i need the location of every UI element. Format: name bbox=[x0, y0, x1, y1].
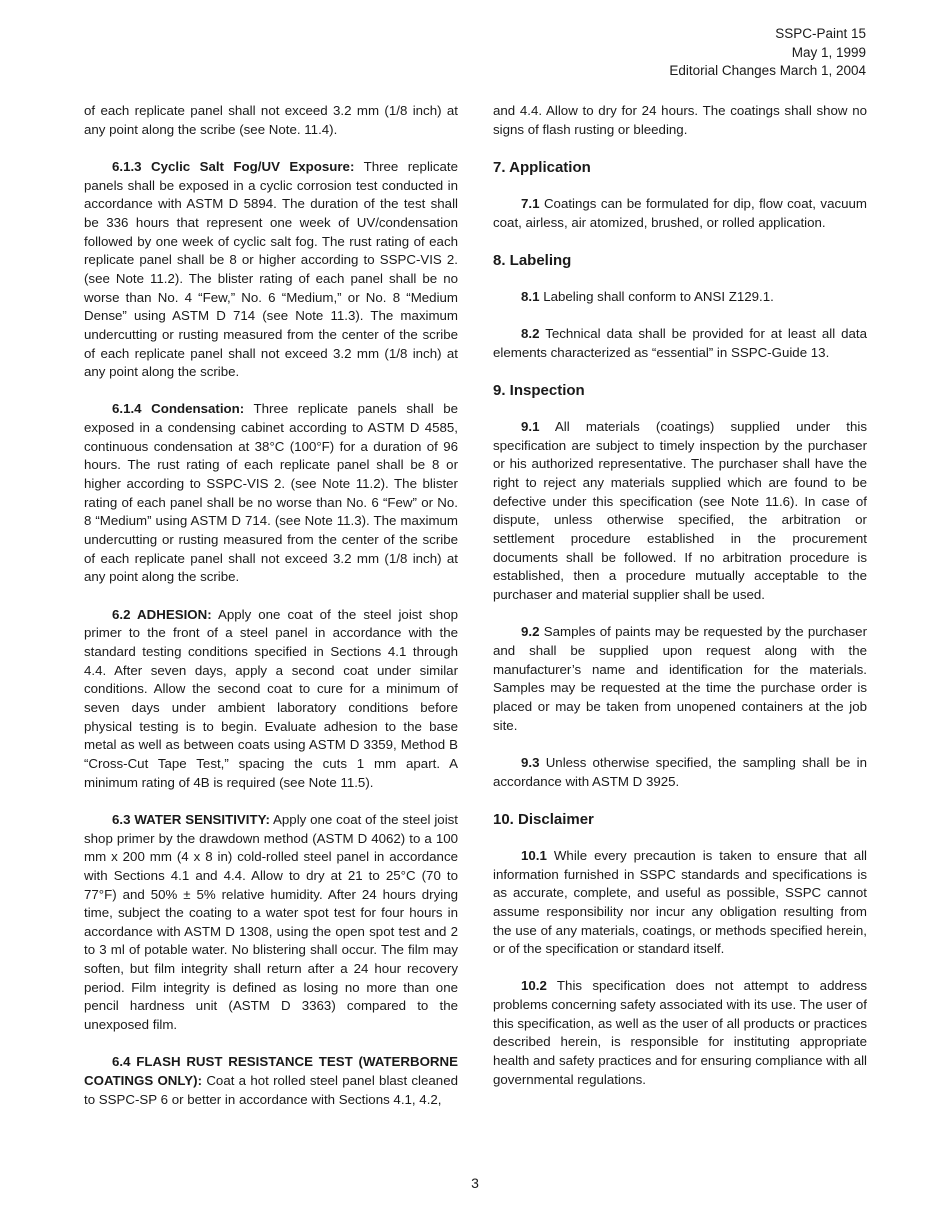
section-6-2-title: 6.2 ADHESION: bbox=[112, 606, 212, 622]
section-10-2 bbox=[493, 977, 867, 1089]
section-6-1-4 bbox=[84, 400, 458, 587]
section-6-2-text: Apply one coat of the steel joist shop primer to the front of a steel panel in accordance with the standard testing conditions specified in Sections 4.1 through 4.4. After seven days, apply a second coat under similar conditions. Allow the second coat to cure for a minimum of seven days under ambient laboratory conditions before physical testing is to begin. Evaluate adhesion to the base metal as well as between coats using ASTM D 3359, Method B “Cross-Cut Tape Test,” spacing the cuts 1 mm apart. A minimum rating of 4B is required (see Note 11.5). bbox=[84, 606, 458, 790]
continued-paragraph-right: and 4.4. Allow to dry for 24 hours. The coatings shall show no signs of flash rusting or bleeding. bbox=[493, 103, 867, 137]
section-10-2-title: 10.2 bbox=[521, 978, 547, 994]
section-6-4-text: Coat a hot rolled steel panel blast cleaned to SSPC-SP 6 or better in accordance with Sections 4.1, 4.2, bbox=[84, 1073, 458, 1107]
section-10-2-text: This specification does not attempt to address problems concerning safety associated with its use. The user of this specification, as well as the user of all products or practices described herein, is responsible for instituting appropriate health and safety practices and for ensuring compliance with all governmental regulations. bbox=[493, 978, 867, 1087]
heading-inspection: 9. Inspection bbox=[493, 382, 585, 400]
section-6-1-3 bbox=[84, 158, 458, 382]
section-6-3 bbox=[84, 811, 458, 1035]
page-header bbox=[669, 25, 866, 81]
section-10-1-title: 10.1 bbox=[521, 847, 547, 863]
section-6-4 bbox=[84, 1053, 458, 1109]
section-9-3-text: Unless otherwise specified, the sampling shall be in accordance with ASTM D 3925. bbox=[493, 754, 867, 789]
section-6-2 bbox=[84, 606, 458, 793]
section-10-1-text: While every precaution is taken to ensure that all information furnished in SSPC standards and specifications is as accurate, complete, and useful as possible, SSPC cannot assume responsibility nor incur any obligation resulting from the use of any materials, coatings, or methods specified herein, or of the specification or standard itself. bbox=[493, 847, 867, 957]
section-8-2-title: 8.2 bbox=[521, 326, 540, 342]
section-6-3-text: Apply one coat of the steel joist shop primer by the drawdown method (ASTM D 4062) to a 100 mm x 200 mm (4 x 8 in) cold-rolled steel panel in accordance with Sections 4.1 and 4.4. Allow to dry at 21 to 25°C (70 to 77°F) and 50% ± 5% relative humidity. After 24 hours drying time, subject the coating to a water spot test for four hours in accordance with ASTM D 1308, using the open spot test and 2 to 3 ml of potable water. No blistering shall occur. The film may soften, but film integrity shall return after a 24 hour recovery period. Film integrity is defined as losing no more than one pencil hardness unit (ASTM D 3363) compared to the unexposed film. bbox=[84, 811, 458, 1033]
section-7-1 bbox=[493, 195, 867, 232]
section-9-1 bbox=[493, 418, 867, 605]
section-9-2-title: 9.2 bbox=[521, 624, 540, 640]
left-column bbox=[84, 102, 458, 1128]
section-6-3-title: 6.3 WATER SENSITIVITY: bbox=[112, 811, 270, 827]
heading-disclaimer: 10. Disclaimer bbox=[493, 810, 594, 828]
heading-labeling: 8. Labeling bbox=[493, 251, 572, 269]
section-6-1-3-text: Three replicate panels shall be exposed in a cyclic corrosion test conducted in accordance with ASTM D 5894. The duration of the test shall be 336 hours that represent one week of UV/condensation followed by one week of cyclic salt fog. The rust rating of each replicate panel shall be 8 or higher according to SSPC-VIS 2. (see Note 11.2). The blister rating of each panel shall be no worse than No. 4 “Few,” No. 6 “Medium,” or No. 8 “Medium Dense” using ASTM D 714 (see Note 11.3). The maximum undercutting or rusting measured from the center of the scribe of each replicate panel shall not exceed 3.2 mm (1/8 inch) at any point along the scribe. bbox=[84, 158, 458, 380]
section-6-1-4-title: 6.1.4 Condensation: bbox=[112, 401, 245, 417]
section-10-1 bbox=[493, 847, 867, 959]
section-8-1-title: 8.1 bbox=[521, 288, 540, 304]
section-9-2-text: Samples of paints may be requested by the purchaser and shall be supplied upon request along with the manufacturer’s name and identification for the materials. Samples may be requested at the time the purchase order is placed or may be taken from unopened containers at the job site. bbox=[493, 624, 867, 733]
section-9-1-text: All materials (coatings) supplied under this specification are subject to timely inspection by the purchaser or his authorized representative. The purchaser shall have the right to reject any materials supplied which are found to be defective under this specification (see Note 11.6). In case of dispute, unless otherwise specified, the arbitration or settlement procedure established in the procurement documents shall be followed. If no arbitration procedure is established, then a procedure mutually acceptable to the purchaser and material supplier shall be used. bbox=[493, 419, 867, 603]
section-9-1-title: 9.1 bbox=[521, 419, 540, 435]
section-8-2 bbox=[493, 325, 867, 362]
section-6-1-4-text: Three replicate panels shall be exposed in a condensing cabinet according to ASTM D 4585, continuous condensation at 38°C (100°F) for a duration of 96 hours. The rust rating of each replicate panel shall be 8 or higher according to SSPC-VIS 2. (see Note 11.2). The blister rating of each panel shall be no worse than No. 6 “Few” or No. 8 “Medium” using ASTM D 714. (see Note 11.3). The maximum undercutting or rusting measured from the center of the scribe of each replicate panel shall not exceed 3.2 mm (1/8 inch) at any point along the scribe. bbox=[84, 401, 459, 585]
right-column bbox=[493, 102, 867, 1108]
section-9-3-title: 9.3 bbox=[521, 754, 540, 770]
editorial-changes: Editorial Changes March 1, 2004 bbox=[669, 63, 866, 78]
page-number: 3 bbox=[471, 1175, 479, 1191]
section-7-1-text: Coatings can be formulated for dip, flow coat, vacuum coat, airless, air atomized, brushed, or rolled application. bbox=[493, 195, 867, 230]
section-8-1-text: Labeling shall conform to ANSI Z129.1. bbox=[539, 288, 774, 304]
continued-paragraph: of each replicate panel shall not exceed 3.2 mm (1/8 inch) at any point along the scribe (see Note. 11.4). bbox=[84, 103, 458, 137]
section-6-4-title: 6.4 FLASH RUST RESISTANCE TEST (WATERBORNE COATINGS ONLY): bbox=[84, 1054, 458, 1089]
section-7-1-title: 7.1 bbox=[521, 195, 540, 211]
section-8-1 bbox=[493, 288, 867, 307]
section-9-2 bbox=[493, 623, 867, 735]
section-6-1-3-title: 6.1.3 Cyclic Salt Fog/UV Exposure: bbox=[112, 158, 355, 174]
section-9-3 bbox=[493, 754, 867, 791]
section-8-2-text: Technical data shall be provided for at least all data elements characterized as “essential” in SSPC-Guide 13. bbox=[493, 326, 867, 360]
heading-application: 7. Application bbox=[493, 158, 591, 176]
document-id: SSPC-Paint 15 bbox=[775, 26, 866, 41]
document-date: May 1, 1999 bbox=[791, 44, 866, 60]
